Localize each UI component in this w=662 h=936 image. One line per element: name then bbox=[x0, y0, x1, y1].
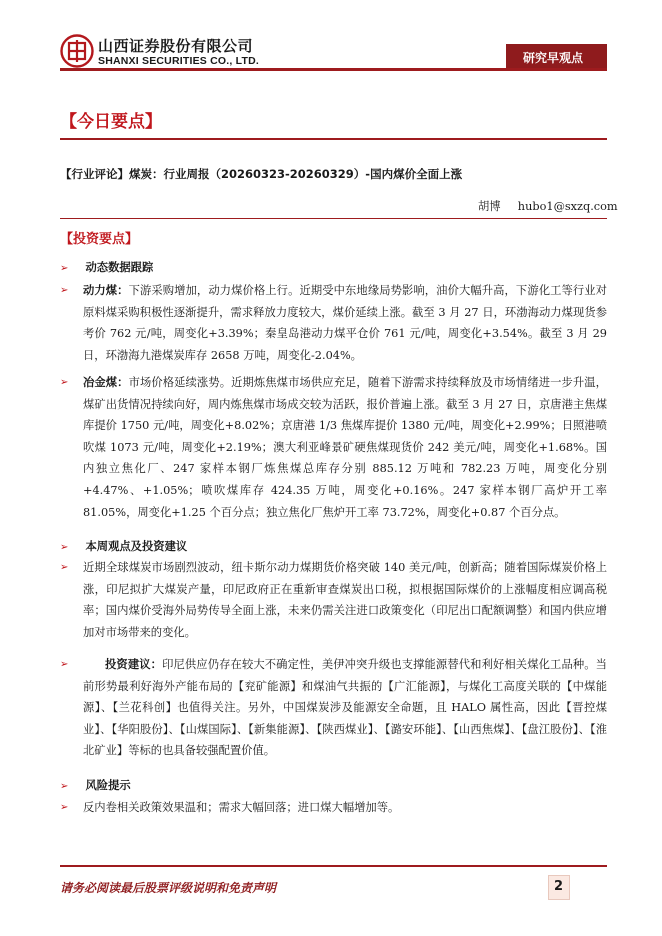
market-view-text: 近期全球煤炭市场剧烈波动，纽卡斯尔动力煤期货价格突破 140 美元/吨，创新高；随着国际煤炭价格上涨，印尼拟扩大煤炭产量，印尼政府正在重新审查煤炭出口税，拟根据国际煤价的上涨幅度相应调高税率；国内煤价受海外局势传导全面上涨，未来仍需关注进口政策变化（印尼出口配额调整）和国内供应增加对市场带来的变化。 bbox=[83, 561, 607, 639]
page-number: 2 bbox=[554, 879, 564, 894]
author-divider bbox=[60, 218, 607, 219]
thermal-coal-label: 动力煤： bbox=[83, 284, 129, 297]
thermal-coal-text: 下游采购增加，动力煤价格上行。近期受中东地缘局势影响，油价大幅升高，下游化工等行业对原料煤采购积极性逐渐提升，需求释放力度较大，煤价延续上涨。截至 3 月 27 日，环渤海动力煤现货参考价 762 元/吨，周变化+3.39%；秦皇岛港动力煤平仓价 761 元/吨，周变化+3.54%。截至 3 月 29 日，环渤海九港煤炭库存 2658 万吨，周变化-2.04%。 bbox=[83, 284, 607, 362]
bullet-risk bbox=[60, 797, 607, 819]
invest-title: 【投资要点】 bbox=[60, 232, 139, 247]
today-title-divider bbox=[60, 138, 607, 140]
investment-advice-label: 投资建议： bbox=[105, 658, 163, 671]
header-tag-bar bbox=[506, 44, 607, 69]
report-author: 胡博 bbox=[478, 200, 501, 213]
arrow-bullet-icon: ➢ bbox=[60, 542, 69, 553]
bullet-market-view bbox=[60, 557, 607, 643]
bullet-thermal-coal bbox=[60, 280, 607, 366]
arrow-bullet-icon: ➢ bbox=[60, 285, 69, 296]
arrow-bullet-icon: ➢ bbox=[60, 377, 69, 388]
risk-text: 反内卷相关政策效果温和；需求大幅回落；进口煤大幅增加等。 bbox=[83, 801, 400, 814]
section-heading-views-label: 本周观点及投资建议 bbox=[85, 540, 188, 553]
header-divider bbox=[60, 68, 607, 71]
section-heading-dynamic-label: 动态数据跟踪 bbox=[85, 261, 154, 274]
arrow-bullet-icon: ➢ bbox=[60, 562, 69, 573]
section-heading-risk bbox=[60, 774, 131, 793]
footer-disclaimer[interactable]: 请务必阅读最后股票评级说明和免责声明 bbox=[60, 881, 277, 895]
section-heading-dynamic bbox=[60, 256, 153, 275]
arrow-bullet-icon: ➢ bbox=[60, 781, 69, 792]
today-title: 【今日要点】 bbox=[60, 112, 162, 132]
metallurgical-coal-text: 市场价格延续涨势。近期炼焦煤市场供应充足，随着下游需求持续释放及市场情绪进一步升温，煤矿出货情况持续向好，周内炼焦煤市场成交较为活跃，报价普遍上涨。截至 3 月 27 日，京唐港主焦煤库提价 1750 元/吨，周变化+8.02%；京唐港 1/3 焦煤库提价 1380 元/吨，周变化+2.99%；日照港喷吹煤 1073 元/吨，周变化+2.19%；澳大利亚峰景矿硬焦煤现货价 242 美元/吨，周变化+1.68%。国内独立焦化厂、247 家样本钢厂炼焦煤总库存分别 885.12 万吨和 782.23 万吨，周变化分别+4.47%、+1.05%；喷吹煤库存 424.35 万吨，周变化+0.16%。247 家样本钢厂高炉开工率 81.05%，周变化+1.25 个百分点；独立焦化厂焦炉开工率 73.72%，周变化+0.87 个百分点。 bbox=[83, 376, 607, 519]
section-heading-risk-label: 风险提示 bbox=[85, 779, 131, 792]
report-email[interactable]: hubo1@sxzq.com bbox=[517, 200, 618, 213]
company-name-en: SHANXI SECURITIES CO., LTD. bbox=[98, 55, 259, 67]
report-author-line bbox=[478, 198, 618, 214]
investment-advice-text: 印尼供应仍存在较大不确定性，美伊冲突升级也支撑能源替代和利好相关煤化工品种。当前形势最利好海外产能布局的【兖矿能源】和煤油气共振的【广汇能源】，与煤化工高度关联的【中煤能源】、【兰花科创】也值得关注。另外，中国煤炭涉及能源安全命题，且 HALO 属性高，因此【晋控煤业】、【华阳股份】、【山煤国际】、【新集能源】、【陕西煤业】、【潞安环能】、【山西焦煤】、【盘江股份】、【淮北矿业】等标的也具备较强配置价值。 bbox=[83, 658, 607, 758]
footer-divider bbox=[60, 865, 607, 867]
report-title: 【行业评论】煤炭：行业周报（20260323-20260329）-国内煤价全面上涨 bbox=[60, 167, 463, 181]
bullet-metallurgical-coal bbox=[60, 372, 607, 523]
company-name-cn: 山西证券股份有限公司 bbox=[98, 37, 254, 55]
bullet-investment-advice bbox=[60, 654, 607, 762]
section-heading-views bbox=[60, 535, 187, 554]
header-tag-label: 研究早观点 bbox=[523, 51, 584, 65]
page-number-box bbox=[548, 875, 570, 900]
logo-emblem-icon bbox=[60, 34, 94, 68]
arrow-bullet-icon: ➢ bbox=[60, 802, 69, 813]
metallurgical-coal-label: 冶金煤： bbox=[83, 376, 129, 389]
arrow-bullet-icon: ➢ bbox=[60, 659, 69, 670]
company-logo bbox=[60, 34, 94, 68]
arrow-bullet-icon: ➢ bbox=[60, 263, 69, 274]
